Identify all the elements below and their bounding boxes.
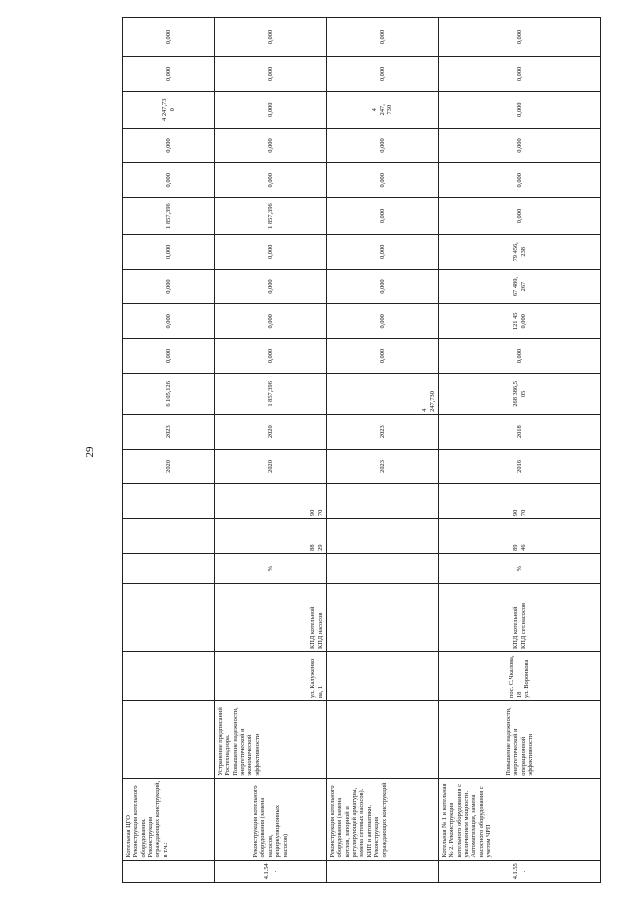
- cost-2024: 0,000: [439, 57, 601, 92]
- value-before: [123, 519, 215, 554]
- cost-2021: 0,000: [439, 163, 601, 198]
- measure-unit: [327, 553, 439, 584]
- total-cost: 268 386,5 05: [439, 373, 601, 414]
- measure-indicator: КПД котельной КПД насосов: [215, 584, 327, 651]
- cost-2017: 0,000: [215, 304, 327, 339]
- cost-2024: 0,000: [123, 57, 215, 92]
- cost-2021: 0,000: [327, 163, 439, 198]
- measure-indicator: [123, 584, 215, 651]
- row-number: [327, 860, 439, 882]
- measure-name: Реконструкция котельного оборудования (замена насосов, рециркуляционных насосов): [215, 778, 327, 860]
- value-before: 88 29: [215, 519, 327, 554]
- cost-2024: 0,000: [215, 57, 327, 92]
- total-cost: 6 105,126: [123, 373, 215, 414]
- year-end: 2023: [327, 414, 439, 449]
- measure-address: пос. С.Чкалова, 18 ул. Воронкова: [439, 651, 601, 700]
- cost-2025: 0,000: [327, 18, 439, 57]
- year-end: 2020: [215, 414, 327, 449]
- measure-purpose: Устранение предписаний Ростехнадзора. Повышение надежности, энергетической и экономической эффективности: [215, 701, 327, 779]
- cost-2024: 0,000: [327, 57, 439, 92]
- rotated-table-wrapper: [122, 17, 600, 883]
- table-row: [123, 18, 215, 883]
- measure-purpose: [123, 701, 215, 779]
- cost-2025: 0,000: [123, 18, 215, 57]
- measure-name: Котельная ЦГО Реконструкция котельного оборудования. Реконструкция ограждающих конструкций, в т.ч.:: [123, 778, 215, 860]
- value-before: [327, 519, 439, 554]
- cost-2016: 0,000: [439, 339, 601, 374]
- cost-2017: 0,000: [327, 304, 439, 339]
- cost-2018: 0,000: [123, 269, 215, 304]
- year-start: 2020: [123, 449, 215, 484]
- cost-2023: 0,000: [439, 91, 601, 128]
- year-start: 2016: [439, 449, 601, 484]
- cost-2022: 0,000: [327, 128, 439, 163]
- measure-purpose: [327, 701, 439, 779]
- measure-unit: %: [439, 553, 601, 584]
- cost-2021: 0,000: [215, 163, 327, 198]
- measure-address: ул. Калуженко ва, 1: [215, 651, 327, 700]
- table-row: [215, 18, 327, 883]
- measure-address: [327, 651, 439, 700]
- cost-2019: 0,000: [123, 234, 215, 269]
- cost-2017: 121 45 0,000: [439, 304, 601, 339]
- cost-2018: 0,000: [215, 269, 327, 304]
- row-number: 4.1.54.: [215, 860, 327, 882]
- cost-2016: 0,000: [215, 339, 327, 374]
- cost-2020: 1 857,396: [215, 198, 327, 235]
- measure-indicator: [327, 584, 439, 651]
- measure-name: Котельная № 1 и котельная № 2. Реконструкция котельного оборудования с увеличением мощности. Автоматизация, замена насосного оборудования с учетом ЧРП: [439, 778, 601, 860]
- table-row: [439, 18, 601, 883]
- cost-2016: 0,000: [327, 339, 439, 374]
- cost-2022: 0,000: [439, 128, 601, 163]
- cost-2025: 0,000: [439, 18, 601, 57]
- measure-name: Реконструкция котельного оборудования (замена котлов, запорной и регулирующей арматуры, замена сетевых насосов). КИП и автоматики. Реконструкция ограждающих конструкций: [327, 778, 439, 860]
- investment-table: [122, 17, 601, 883]
- year-end: 2023: [123, 414, 215, 449]
- cost-2020: 1 857,396: [123, 198, 215, 235]
- value-after: [327, 484, 439, 519]
- cost-2018: 67 480, 267: [439, 269, 601, 304]
- total-cost: 1 857,396: [215, 373, 327, 414]
- cost-2021: 0,000: [123, 163, 215, 198]
- measure-unit: %: [215, 553, 327, 584]
- table-row: [327, 18, 439, 883]
- cost-2020: 0,000: [439, 198, 601, 235]
- year-end: 2018: [439, 414, 601, 449]
- cost-2017: 0,000: [123, 304, 215, 339]
- row-number: [123, 860, 215, 882]
- cost-2025: 0,000: [215, 18, 327, 57]
- row-number: 4.1.55.: [439, 860, 601, 882]
- cost-2019: 79 456, 238: [439, 234, 601, 269]
- cost-2020: 0,000: [327, 198, 439, 235]
- cost-2023: 4 247, 730: [327, 91, 439, 128]
- value-after: 90 70: [439, 484, 601, 519]
- value-after: [123, 484, 215, 519]
- measure-indicator: КПД котельной КПД сет.насосов: [439, 584, 601, 651]
- cost-2019: 0,000: [327, 234, 439, 269]
- measure-address: [123, 651, 215, 700]
- cost-2023: 0,000: [215, 91, 327, 128]
- cost-2023: 4 247,73 0: [123, 91, 215, 128]
- cost-2018: 0,000: [327, 269, 439, 304]
- measure-purpose: Повышение надежности, энергетической и операционной эффективности: [439, 701, 601, 779]
- value-before: 89 46: [439, 519, 601, 554]
- cost-2016: 0,000: [123, 339, 215, 374]
- year-start: 2020: [215, 449, 327, 484]
- cost-2019: 0,000: [215, 234, 327, 269]
- measure-unit: [123, 553, 215, 584]
- cost-2022: 0,000: [123, 128, 215, 163]
- year-start: 2023: [327, 449, 439, 484]
- value-after: 90 70: [215, 484, 327, 519]
- cost-2022: 0,000: [215, 128, 327, 163]
- page-number: 29: [84, 446, 96, 458]
- total-cost: 4 247,730: [327, 373, 439, 414]
